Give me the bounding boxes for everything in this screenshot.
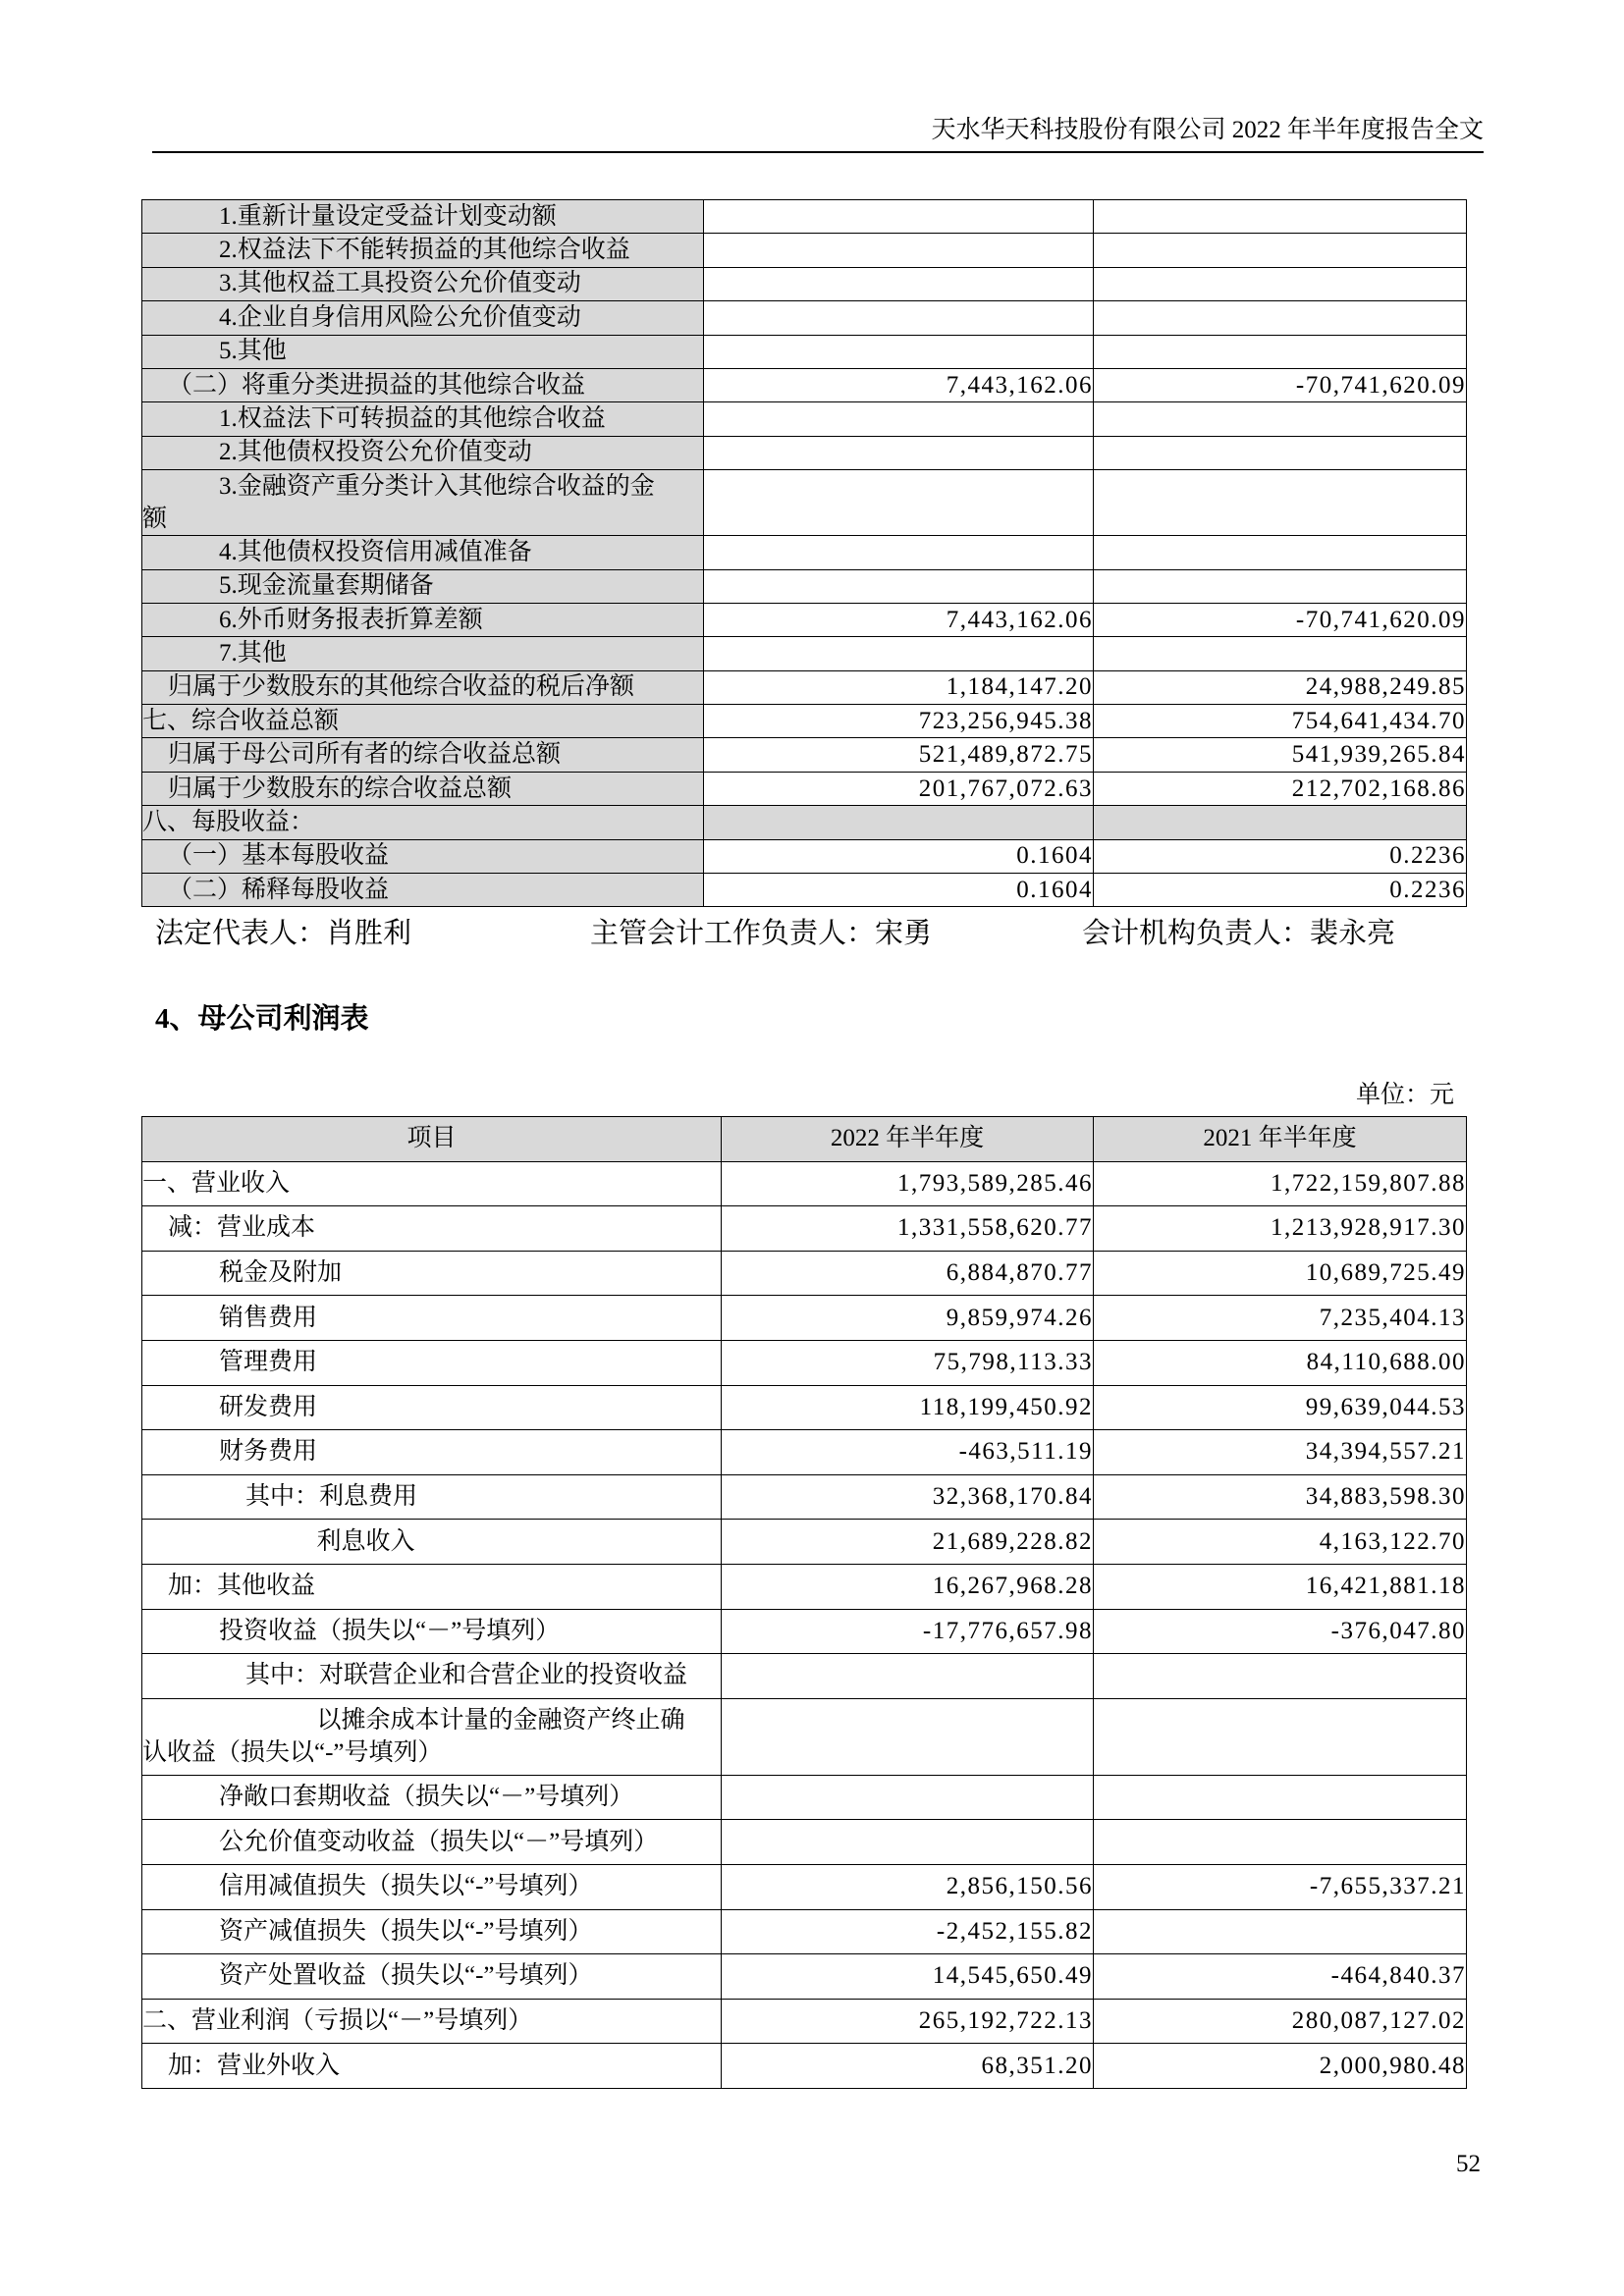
current-period-value <box>722 1698 1094 1775</box>
prior-period-value: 4,163,122.70 <box>1094 1520 1467 1565</box>
row-item-label <box>142 536 704 569</box>
table-body <box>142 1161 1467 2088</box>
row-item-label-text: 4.企业自身信用风险公允价值变动 <box>219 303 581 331</box>
current-period-value: 0.1604 <box>704 839 1094 873</box>
row-item-label <box>142 1385 722 1430</box>
table-row <box>142 2044 1467 2089</box>
row-item-label-text: 2.其他债权投资公允价值变动 <box>219 439 532 466</box>
row-item-label <box>142 1520 722 1565</box>
table-row <box>142 1654 1467 1699</box>
current-period-value <box>704 234 1094 267</box>
row-item-label-text: 管理费用 <box>219 1349 318 1376</box>
row-item-label-text: 资产减值损失（损失以“-”号填列） <box>219 1917 593 1945</box>
row-item-label-text: 5.其他 <box>219 338 287 365</box>
current-period-value: 265,192,722.13 <box>722 1999 1094 2044</box>
current-period-value: 16,267,968.28 <box>722 1564 1094 1609</box>
table-row <box>142 1161 1467 1206</box>
row-item-label <box>142 603 704 636</box>
prior-period-value: 1,722,159,807.88 <box>1094 1161 1467 1206</box>
prior-period-value: 754,641,434.70 <box>1094 705 1467 738</box>
current-period-value: 32,368,170.84 <box>722 1474 1094 1520</box>
table-row <box>142 1520 1467 1565</box>
table-row <box>142 470 1467 536</box>
row-item-label <box>142 569 704 603</box>
legal-representative-signature: 法定代表人：肖胜利 <box>155 918 412 949</box>
row-item-label-text: 其中：对联营企业和合营企业的投资收益 <box>245 1662 688 1689</box>
prior-period-value: 24,988,249.85 <box>1094 670 1467 704</box>
table-row <box>142 436 1467 469</box>
prior-period-value <box>1094 267 1467 300</box>
table-header-row <box>142 1117 1467 1162</box>
header-rule <box>152 151 1484 153</box>
row-item-label <box>142 402 704 436</box>
row-item-label-text: 研发费用 <box>219 1393 318 1420</box>
prior-period-value <box>1094 1654 1467 1699</box>
row-item-label <box>142 670 704 704</box>
row-item-label-text: 加：其他收益 <box>168 1573 316 1600</box>
row-item-label <box>142 705 704 738</box>
current-period-value: 6,884,870.77 <box>722 1251 1094 1296</box>
table-row <box>142 705 1467 738</box>
current-period-value <box>722 1654 1094 1699</box>
prior-period-value: 84,110,688.00 <box>1094 1340 1467 1385</box>
row-item-label-text: 1.重新计量设定受益计划变动额 <box>219 202 557 230</box>
prior-period-value: -70,741,620.09 <box>1094 603 1467 636</box>
row-item-label-text: 二、营业利润（亏损以“－”号填列） <box>142 2006 533 2034</box>
table-row <box>142 536 1467 569</box>
row-item-label <box>142 1564 722 1609</box>
current-period-value: 1,331,558,620.77 <box>722 1206 1094 1252</box>
row-item-label-text: 财务费用 <box>219 1438 318 1466</box>
table-row <box>142 569 1467 603</box>
row-item-label <box>142 2044 722 2089</box>
prior-period-value: 0.2236 <box>1094 839 1467 873</box>
prior-period-value: -464,840.37 <box>1094 1954 1467 2000</box>
current-period-value: 723,256,945.38 <box>704 705 1094 738</box>
row-item-label-text: 一、营业收入 <box>142 1169 291 1197</box>
row-item-label <box>142 1954 722 2000</box>
prior-period-value: 7,235,404.13 <box>1094 1296 1467 1341</box>
current-period-value <box>704 267 1094 300</box>
current-period-value: 0.1604 <box>704 874 1094 907</box>
table-row <box>142 267 1467 300</box>
row-item-label <box>142 1864 722 1909</box>
table-row <box>142 335 1467 368</box>
current-period-value: 7,443,162.06 <box>704 368 1094 401</box>
row-item-label-line: 认收益（损失以“-”号填列） <box>142 1739 443 1767</box>
row-item-label-text: 七、综合收益总额 <box>142 707 340 734</box>
column-header-prior-period: 2021 年半年度 <box>1094 1117 1467 1162</box>
prior-period-value <box>1094 470 1467 536</box>
prior-period-value: 34,394,557.21 <box>1094 1430 1467 1475</box>
current-period-value: 521,489,872.75 <box>704 738 1094 772</box>
current-period-value: -463,511.19 <box>722 1430 1094 1475</box>
table-row <box>142 1564 1467 1609</box>
prior-period-value <box>1094 200 1467 234</box>
row-item-label-text: （二）将重分类进损益的其他综合收益 <box>168 371 586 399</box>
row-item-label-text: 归属于少数股东的综合收益总额 <box>168 774 513 802</box>
current-period-value <box>704 335 1094 368</box>
accounting-department-head-signature: 会计机构负责人：裴永亮 <box>1082 918 1396 949</box>
prior-period-value <box>1094 637 1467 670</box>
prior-period-value <box>1094 301 1467 335</box>
prior-period-value: 10,689,725.49 <box>1094 1251 1467 1296</box>
row-item-label <box>142 470 704 536</box>
row-item-label <box>142 1999 722 2044</box>
prior-period-value <box>1094 536 1467 569</box>
current-period-value: 201,767,072.63 <box>704 772 1094 805</box>
prior-period-value <box>1094 806 1467 839</box>
current-period-value <box>704 402 1094 436</box>
table-row <box>142 1909 1467 1954</box>
row-item-label <box>142 1340 722 1385</box>
table-row <box>142 1340 1467 1385</box>
accounting-head-signature: 主管会计工作负责人：宋勇 <box>590 918 933 949</box>
current-period-value: 118,199,450.92 <box>722 1385 1094 1430</box>
row-item-label-text: 加：营业外收入 <box>168 2052 341 2079</box>
row-item-label <box>142 1161 722 1206</box>
row-item-label-text: 其中：利息费用 <box>245 1483 418 1511</box>
prior-period-value: -7,655,337.21 <box>1094 1864 1467 1909</box>
prior-period-value <box>1094 1909 1467 1954</box>
prior-period-value <box>1094 335 1467 368</box>
prior-period-value: -376,047.80 <box>1094 1609 1467 1654</box>
row-item-label-text: 利息收入 <box>316 1527 415 1555</box>
table-row <box>142 301 1467 335</box>
table-row <box>142 1430 1467 1475</box>
table-row <box>142 402 1467 436</box>
row-item-label <box>142 772 704 805</box>
current-period-value: -17,776,657.98 <box>722 1609 1094 1654</box>
row-item-label <box>142 738 704 772</box>
row-item-label <box>142 1698 722 1775</box>
row-item-label-text: 信用减值损失（损失以“-”号填列） <box>219 1873 593 1900</box>
table-row <box>142 1698 1467 1775</box>
row-item-label <box>142 335 704 368</box>
row-item-label <box>142 1474 722 1520</box>
row-item-label <box>142 1296 722 1341</box>
current-period-value: 68,351.20 <box>722 2044 1094 2089</box>
current-period-value <box>704 536 1094 569</box>
section-title: 4、母公司利润表 <box>155 1003 369 1035</box>
row-item-label-text: 归属于母公司所有者的综合收益总额 <box>168 741 562 769</box>
row-item-label-text: 税金及附加 <box>219 1259 343 1287</box>
prior-period-value: 1,213,928,917.30 <box>1094 1206 1467 1252</box>
prior-period-value: -70,741,620.09 <box>1094 368 1467 401</box>
prior-period-value <box>1094 402 1467 436</box>
row-item-label-text: 减：营业成本 <box>168 1214 316 1242</box>
row-item-label <box>142 301 704 335</box>
row-item-label-text: 净敞口套期收益（损失以“－”号填列） <box>219 1784 634 1811</box>
row-item-label-text: 公允价值变动收益（损失以“－”号填列） <box>219 1828 659 1855</box>
table-row <box>142 738 1467 772</box>
table-row <box>142 1474 1467 1520</box>
row-item-label-text: （二）稀释每股收益 <box>168 876 390 903</box>
current-period-value <box>704 200 1094 234</box>
column-header-current-period: 2022 年半年度 <box>722 1117 1094 1162</box>
table-row <box>142 1206 1467 1252</box>
current-period-value: -2,452,155.82 <box>722 1909 1094 1954</box>
row-item-label <box>142 234 704 267</box>
report-header-title: 天水华天科技股份有限公司 2022 年半年度报告全文 <box>931 117 1484 143</box>
table-row <box>142 1999 1467 2044</box>
table-row <box>142 603 1467 636</box>
row-item-label-text: 7.其他 <box>219 639 287 667</box>
row-item-label <box>142 267 704 300</box>
table-row <box>142 1954 1467 2000</box>
row-item-label <box>142 436 704 469</box>
unit-label: 单位：元 <box>1355 1082 1454 1108</box>
row-item-label <box>142 1251 722 1296</box>
row-item-label-text: 5.现金流量套期储备 <box>219 572 434 600</box>
row-item-label <box>142 1775 722 1820</box>
prior-period-value <box>1094 1820 1467 1865</box>
row-item-label <box>142 1430 722 1475</box>
table-row <box>142 1296 1467 1341</box>
table-row <box>142 1609 1467 1654</box>
row-item-label-text: （一）基本每股收益 <box>168 842 390 870</box>
current-period-value <box>704 806 1094 839</box>
consolidated-income-statement-continued-table <box>141 199 1467 907</box>
table-row <box>142 1385 1467 1430</box>
current-period-value: 14,545,650.49 <box>722 1954 1094 2000</box>
row-item-label <box>142 368 704 401</box>
row-item-label <box>142 1820 722 1865</box>
row-item-label-text: 4.其他债权投资信用减值准备 <box>219 538 532 565</box>
row-item-label-text: 投资收益（损失以“－”号填列） <box>219 1617 561 1644</box>
current-period-value <box>722 1820 1094 1865</box>
row-item-label-text: 1.权益法下可转损益的其他综合收益 <box>219 405 606 433</box>
current-period-value <box>704 470 1094 536</box>
row-item-label-line: 3.金融资产重分类计入其他综合收益的金 <box>219 473 655 501</box>
prior-period-value: 2,000,980.48 <box>1094 2044 1467 2089</box>
prior-period-value: 99,639,044.53 <box>1094 1385 1467 1430</box>
row-item-label-text: 3.其他权益工具投资公允价值变动 <box>219 270 581 297</box>
prior-period-value: 34,883,598.30 <box>1094 1474 1467 1520</box>
current-period-value <box>704 301 1094 335</box>
prior-period-value: 541,939,265.84 <box>1094 738 1467 772</box>
row-item-label-text: 销售费用 <box>219 1304 318 1331</box>
current-period-value: 21,689,228.82 <box>722 1520 1094 1565</box>
prior-period-value: 212,702,168.86 <box>1094 772 1467 805</box>
table-row <box>142 1251 1467 1296</box>
current-period-value: 2,856,150.56 <box>722 1864 1094 1909</box>
row-item-label <box>142 1609 722 1654</box>
row-item-label <box>142 806 704 839</box>
table-row <box>142 1775 1467 1820</box>
row-item-label <box>142 1654 722 1699</box>
row-item-label-text: 2.权益法下不能转损益的其他综合收益 <box>219 237 630 264</box>
current-period-value: 7,443,162.06 <box>704 603 1094 636</box>
current-period-value: 1,793,589,285.46 <box>722 1161 1094 1206</box>
current-period-value <box>704 436 1094 469</box>
table-row <box>142 670 1467 704</box>
row-item-label <box>142 874 704 907</box>
current-period-value <box>704 637 1094 670</box>
prior-period-value: 16,421,881.18 <box>1094 1564 1467 1609</box>
column-header-item: 项目 <box>142 1117 722 1162</box>
row-item-label <box>142 200 704 234</box>
prior-period-value <box>1094 1775 1467 1820</box>
prior-period-value: 0.2236 <box>1094 874 1467 907</box>
row-item-label <box>142 1909 722 1954</box>
table-row <box>142 637 1467 670</box>
prior-period-value <box>1094 1698 1467 1775</box>
prior-period-value <box>1094 436 1467 469</box>
row-item-label <box>142 839 704 873</box>
current-period-value <box>722 1775 1094 1820</box>
current-period-value: 75,798,113.33 <box>722 1340 1094 1385</box>
row-item-label-text: 6.外币财务报表折算差额 <box>219 606 483 633</box>
table-row <box>142 200 1467 234</box>
current-period-value: 9,859,974.26 <box>722 1296 1094 1341</box>
row-item-label-text: 八、每股收益： <box>142 808 315 835</box>
table-row <box>142 839 1467 873</box>
current-period-value <box>704 569 1094 603</box>
table-row <box>142 874 1467 907</box>
row-item-label-line: 以摊余成本计量的金融资产终止确 <box>316 1707 685 1735</box>
table-row <box>142 368 1467 401</box>
row-item-label <box>142 1206 722 1252</box>
prior-period-value <box>1094 569 1467 603</box>
table-row <box>142 806 1467 839</box>
row-item-label <box>142 637 704 670</box>
row-item-label-line: 额 <box>142 506 168 533</box>
current-period-value: 1,184,147.20 <box>704 670 1094 704</box>
table-row <box>142 772 1467 805</box>
table-row <box>142 1820 1467 1865</box>
table-body <box>142 200 1467 907</box>
table-row <box>142 1864 1467 1909</box>
row-item-label-text: 资产处置收益（损失以“-”号填列） <box>219 1962 593 1990</box>
page-number: 52 <box>1456 2151 1481 2177</box>
row-item-label-text: 归属于少数股东的其他综合收益的税后净额 <box>168 673 635 701</box>
parent-income-statement-table <box>141 1116 1467 2089</box>
prior-period-value <box>1094 234 1467 267</box>
prior-period-value: 280,087,127.02 <box>1094 1999 1467 2044</box>
table-row <box>142 234 1467 267</box>
